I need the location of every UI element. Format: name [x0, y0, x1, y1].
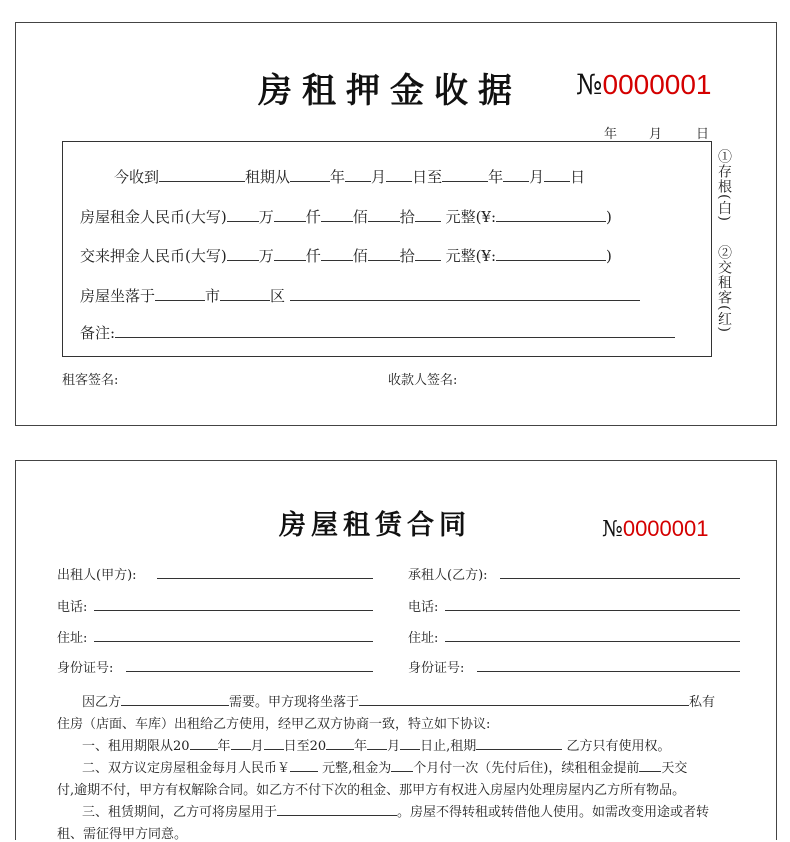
receipt-row-received: 今收到 租期从 年 月 日至 年 月 日: [114, 165, 585, 187]
receipt-number-value: 0000001: [602, 69, 712, 100]
date-day: 日: [696, 127, 710, 142]
side-label-tenant: ②交租客(红): [716, 245, 732, 333]
date-year: 年: [604, 127, 618, 142]
clause-intro-cont: 住房（店面、车库）出租给乙方使用，经甲乙双方协商一致，特立如下协议:: [57, 717, 491, 732]
number-sign: №: [576, 68, 603, 101]
id-a-label: 身份证号:: [57, 661, 114, 676]
clause-rent: 二、双方议定房屋租金每月人民币￥ 元整,租金为 个月付一次（先付后住)，续租租金提前 天交: [82, 757, 687, 776]
side-label-stub: ①存根(白): [716, 149, 732, 222]
receipt-title: 房租押金收据: [258, 71, 522, 111]
phone-b-label: 电话:: [408, 600, 439, 615]
receipt-row-location: 房屋坐落于 市 区: [80, 284, 640, 306]
phone-a-label: 电话:: [57, 600, 88, 615]
address-a-line: [94, 641, 373, 642]
address-b-label: 住址:: [408, 631, 439, 646]
contract-title: 房屋租赁合同: [279, 510, 471, 541]
tenant-signature-label: 租客签名:: [62, 373, 119, 388]
contract-card: [15, 460, 777, 840]
address-a-label: 住址:: [57, 631, 88, 646]
address-b-line: [445, 641, 740, 642]
contract-number: [602, 516, 708, 542]
payee-signature-label: 收款人签名:: [388, 373, 458, 388]
lessor-line: [157, 578, 373, 579]
clause-intro: 因乙方 需要。甲方现将坐落于 私有: [82, 691, 715, 710]
number-sign: №: [602, 517, 623, 542]
clause-use-cont: 租、需征得甲方同意。: [57, 827, 188, 842]
date-month: 月: [649, 127, 663, 142]
receipt-row-deposit: 交来押金人民币(大写) 万 仟 佰 拾 元整(¥: ): [80, 244, 612, 266]
clause-term: 一、租用期限从20 年 月 日至20 年 月 日止,租期 乙方只有使用权。: [82, 735, 670, 754]
receipt-card: [15, 22, 777, 426]
id-b-label: 身份证号:: [408, 661, 465, 676]
lessor-label: 出租人(甲方):: [57, 568, 137, 583]
contract-number-value: 0000001: [622, 516, 709, 541]
receipt-number: [576, 68, 712, 101]
lessee-label: 承租人(乙方):: [408, 568, 488, 583]
id-b-line: [477, 671, 740, 672]
lessee-line: [500, 578, 740, 579]
id-a-line: [126, 671, 373, 672]
receipt-row-remarks: 备注:: [80, 321, 675, 343]
clause-rent-cont: 付,逾期不付，甲方有权解除合同。如乙方不付下次的租金、那甲方有权进入房屋内处理房屋内乙方所有物品。: [57, 783, 686, 798]
receipt-row-rent: 房屋租金人民币(大写) 万 仟 佰 拾 元整(¥: ): [80, 205, 612, 227]
phone-b-line: [445, 610, 740, 611]
clause-use: 三、租赁期间，乙方可将房屋用于 。房屋不得转租或转借他人使用。如需改变用途或者转: [82, 801, 709, 820]
phone-a-line: [94, 610, 373, 611]
